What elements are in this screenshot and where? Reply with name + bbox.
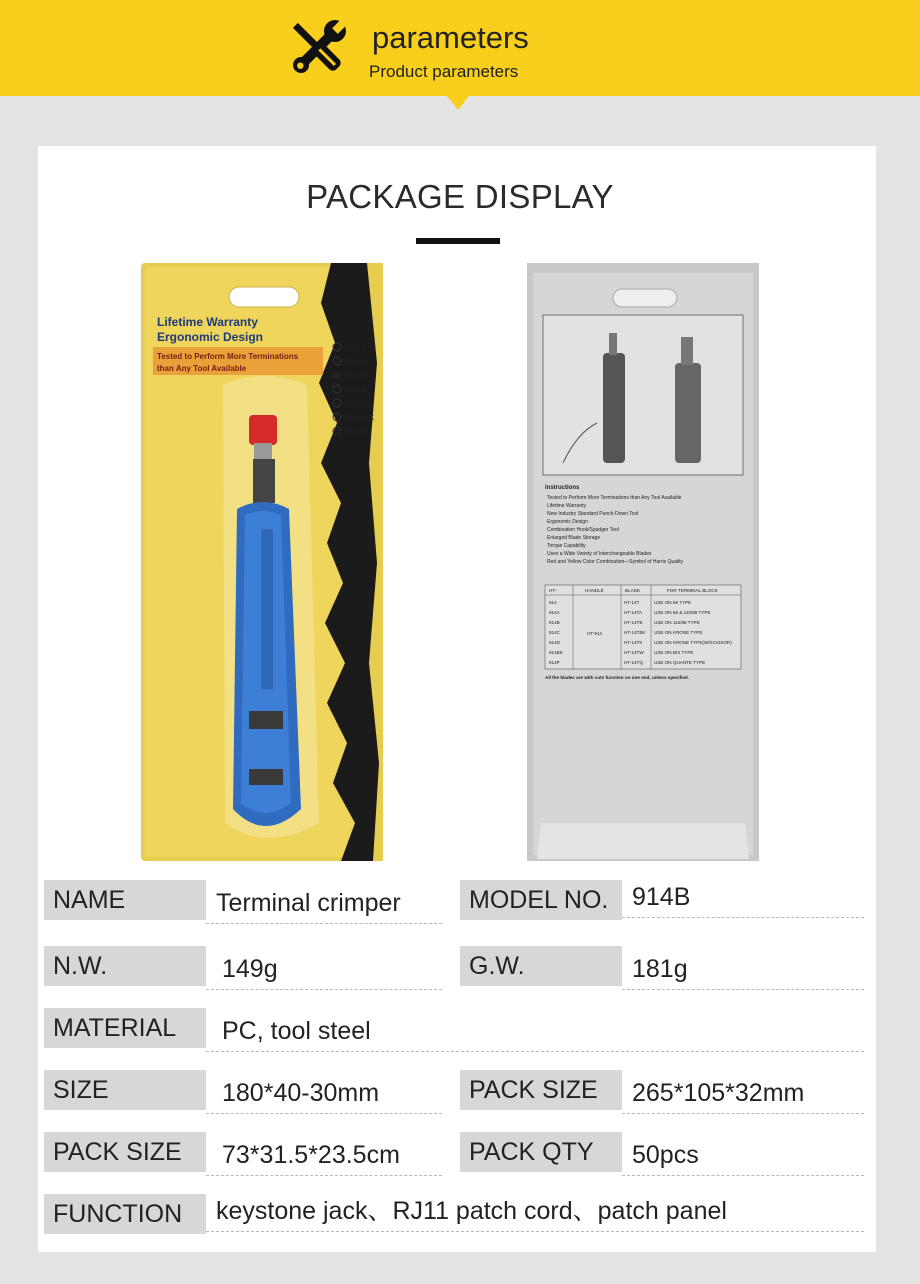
table-footnote: All the blades are with cuts function on one end, unless specified. [545, 675, 689, 680]
table-cell: HT-14TW [624, 650, 644, 655]
nw-value: 149g [206, 948, 442, 990]
table-cell: 914D [549, 640, 560, 645]
table-cell: 914P [549, 660, 560, 665]
table-cell: HT-14TB [624, 620, 643, 625]
table-cell: USE ON KRONE TYPE(W/SCISSOR) [654, 640, 732, 645]
package-back-image [527, 263, 759, 861]
function-value: keystone jack、RJ11 patch cord、patch panel [206, 1190, 864, 1232]
param-row-size [44, 1070, 864, 1110]
model-option: HT-914B [343, 372, 370, 380]
param-row-weight [44, 946, 864, 986]
table-cell: USE ON BIX TYPE [654, 650, 694, 655]
heading-underline [416, 238, 500, 244]
banner-title: parameters [372, 20, 529, 55]
model-label: MODEL NO. [460, 880, 622, 920]
instruction-item: Enlarged Blade Storage [547, 535, 601, 541]
model-option: HT-914C [343, 386, 370, 394]
instruction-item: Lifetime Warranty [547, 503, 586, 509]
nw-label: N.W. [44, 946, 206, 986]
package-front-image [141, 263, 383, 861]
table-cell: HT-14TA [624, 610, 643, 615]
gw-value: 181g [622, 948, 864, 990]
pack-qty-value: 50pcs [622, 1134, 864, 1176]
model-option: HT-914P [343, 428, 369, 436]
tagline-line-1: Tested to Perform More Terminations [157, 352, 299, 361]
carton-size-label: PACK SIZE [44, 1132, 206, 1172]
function-label: FUNCTION [44, 1194, 206, 1234]
table-header: FOR TERMINAL BLOCK [667, 588, 718, 593]
model-option: HT-914A [343, 358, 370, 366]
table-cell: USE ON 110/88 TYPE [654, 620, 700, 625]
table-header: BLADE [625, 588, 641, 593]
material-value: PC, tool steel [206, 1010, 864, 1052]
banner-notch [447, 96, 469, 110]
table-header: HANDLE [585, 588, 604, 593]
section-heading: PACKAGE DISPLAY [306, 178, 614, 215]
table-cell: HT-14TK [624, 640, 643, 645]
table-cell: HT-14TQ [624, 660, 643, 665]
instructions-title: Instructions [545, 485, 580, 491]
table-header: HT- [549, 588, 557, 593]
size-label: SIZE [44, 1070, 206, 1110]
model-option: HT-914 [343, 344, 365, 352]
pack-size-value: 265*105*32mm [622, 1072, 864, 1114]
design-text: Ergonomic Design [157, 330, 264, 344]
model-value: 914B [622, 876, 864, 918]
table-cell: HT-14T [624, 600, 640, 605]
table-cell: 914A [549, 610, 560, 615]
table-cell: USE ON KRONE TYPE [654, 630, 703, 635]
tools-icon [282, 12, 354, 84]
banner-subtitle: Product parameters [369, 62, 519, 81]
name-value: Terminal crimper [206, 882, 442, 924]
instruction-item: New Industry Standard Punch-Down Tool [547, 511, 639, 517]
param-row-function [44, 1194, 864, 1234]
instruction-item: Red and Yellow Color Combination—Symbol of Harris Quality [547, 559, 684, 565]
material-label: MATERIAL [44, 1008, 206, 1048]
instruction-item: Combination Hook/Spudger Tool [547, 527, 619, 533]
pack-size-label: PACK SIZE [460, 1070, 622, 1110]
param-row-name [44, 880, 864, 920]
table-cell: 914C [549, 630, 560, 635]
table-cell: USE ON QUANTE TYPE [654, 660, 706, 665]
table-cell: 914B [549, 620, 560, 625]
instruction-item: Uses a Wide Variety of Interchangeable Blades [547, 551, 652, 557]
table-cell: 914BK [549, 650, 563, 655]
warranty-text: Lifetime Warranty [157, 315, 258, 329]
carton-size-value: 73*31.5*23.5cm [206, 1134, 442, 1176]
instruction-item: Tested to Perform More Terminations than Any Tool Available [547, 495, 682, 501]
param-row-pack [44, 1132, 864, 1172]
model-option: HT-914D [343, 400, 370, 408]
param-row-material [44, 1008, 864, 1048]
table-cell: HT-14TBK [624, 630, 646, 635]
name-label: NAME [44, 880, 206, 920]
model-option: HT-914BK [343, 414, 375, 422]
gw-label: G.W. [460, 946, 622, 986]
table-cell: 914 [549, 600, 557, 605]
pack-qty-label: PACK QTY [460, 1132, 622, 1172]
tagline-line-2: than Any Tool Available [157, 364, 247, 373]
table-cell: USE ON 66 & 110/88 TYPE [654, 610, 711, 615]
table-cell: USE ON 66 TYPE [654, 600, 692, 605]
size-value: 180*40-30mm [206, 1072, 442, 1114]
instruction-item: Ergonomic Design [547, 519, 588, 525]
table-handle: HT-914 [587, 631, 603, 636]
instruction-item: Torque Capability [547, 543, 586, 549]
